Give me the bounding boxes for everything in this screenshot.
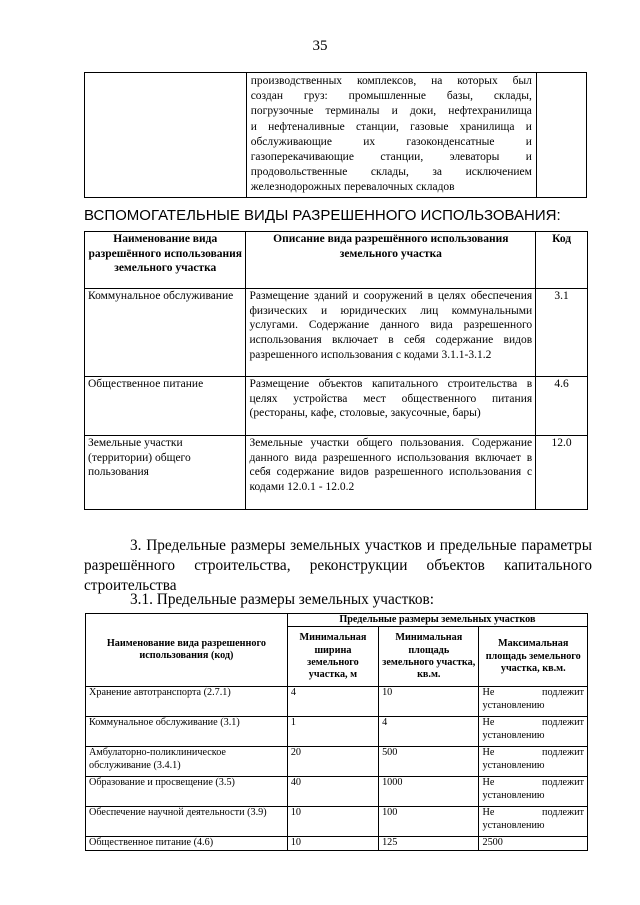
row-min-area: 4 (379, 717, 479, 747)
row-min-width: 40 (287, 777, 378, 807)
row-min-area: 10 (379, 687, 479, 717)
row-min-area: 100 (379, 807, 479, 837)
row-min-width: 4 (287, 687, 378, 717)
table-row (85, 436, 588, 510)
table-row (86, 717, 588, 747)
text-line: создан груз: промышленные базы, склады, (250, 90, 532, 103)
table-row (86, 747, 588, 777)
section-3-paragraph (84, 536, 592, 596)
text-line: железнодорожных перевалочных складов (250, 181, 455, 194)
row-name: Хранение автотранспорта (2.7.1) (86, 687, 288, 717)
row-max-area: Не подлежит установлению (479, 807, 588, 837)
row-min-width: 10 (287, 837, 378, 850)
row-name: Образование и просвещение (3.5) (86, 777, 288, 807)
continuation-table (84, 72, 587, 198)
row-max-area: 2500 (479, 837, 588, 850)
row-name: Общественное питание (4.6) (86, 837, 288, 850)
header-description: Описание вида разрешённого использования земельного участка (246, 232, 536, 289)
page-number: 35 (312, 38, 328, 54)
empty-cell (536, 73, 586, 198)
table-row (86, 807, 588, 837)
row-min-width: 1 (287, 717, 378, 747)
row-code: 4.6 (536, 377, 588, 436)
row-description: Размещение зданий и сооружений в целях обеспечения физических и юридических лиц коммунальными услугами. Содержание данного вида разрешенного использования включает в себя содержание видов разрешенного использования с кодами 3.1.1-3.1.2 (246, 289, 536, 377)
text-line: и нефтеналивные станции, газовые хранилища и (250, 120, 532, 133)
section-3-text: 3. Предельные размеры земельных участков и предельные параметры разрешённого строительства, реконструкции объектов капитального строительства (84, 537, 592, 594)
row-max-area: Не подлежит установлению (479, 717, 588, 747)
empty-cell (85, 73, 247, 198)
text-line: производственных комплексов, на которых был (250, 75, 532, 87)
aux-uses-table (84, 231, 588, 510)
row-max-area: Не подлежит установлению (479, 747, 588, 777)
header-use-name: Наименование вида разрешенного использования (код) (86, 614, 288, 687)
row-name: Земельные участки (территории) общего пользования (85, 436, 246, 510)
row-min-area: 1000 (379, 777, 479, 807)
row-name: Общественное питание (85, 377, 246, 436)
section-3-1-heading: 3.1. Предельные размеры земельных участков: (130, 591, 435, 608)
header-min-area: Минимальная площадь земельного участка, кв.м. (379, 627, 479, 687)
table-row (86, 777, 588, 807)
text-line: погрузочные терминалы и доки, нефтехранилища (250, 105, 532, 118)
limits-table (85, 613, 588, 851)
table-row (85, 289, 588, 377)
row-min-area: 500 (379, 747, 479, 777)
header-code: Код (536, 232, 588, 289)
row-max-area: Не подлежит установлению (479, 687, 588, 717)
row-min-width: 20 (287, 747, 378, 777)
row-description: Размещение объектов капитального строительства в целях устройства мест общественного питания (рестораны, кафе, столовые, закусочные, бары) (246, 377, 536, 436)
aux-uses-heading: ВСПОМОГАТЕЛЬНЫЕ ВИДЫ РАЗРЕШЕННОГО ИСПОЛЬЗОВАНИЯ: (84, 207, 561, 224)
description-cell (246, 73, 536, 198)
row-min-width: 10 (287, 807, 378, 837)
table-row (86, 687, 588, 717)
header-max-area: Максимальная площадь земельного участка, кв.м. (479, 627, 588, 687)
header-name: Наименование вида разрешённого использования земельного участка (85, 232, 246, 289)
text-line: продовольственные склады, за исключением (250, 166, 532, 179)
row-code: 12.0 (536, 436, 588, 510)
text-line: газоперекачивающие станции, элеваторы и (250, 151, 532, 164)
row-name: Амбулаторно-поликлиническое обслуживание (3.4.1) (86, 747, 288, 777)
row-name: Коммунальное обслуживание (3.1) (86, 717, 288, 747)
row-description: Земельные участки общего пользования. Содержание данного вида разрешенного использования включает в себя содержание видов разрешенного использования с кодами 12.0.1 - 12.0.2 (246, 436, 536, 510)
table-row (86, 837, 588, 850)
text-line: обслуживающие их газоконденсатные и (250, 135, 532, 148)
header-min-width: Минимальная ширина земельного участка, м (287, 627, 378, 687)
row-max-area: Не подлежит установлению (479, 777, 588, 807)
table-row (85, 377, 588, 436)
row-min-area: 125 (379, 837, 479, 850)
row-name: Обеспечение научной деятельности (3.9) (86, 807, 288, 837)
row-code: 3.1 (536, 289, 588, 377)
header-group: Предельные размеры земельных участков (287, 614, 587, 627)
row-name: Коммунальное обслуживание (85, 289, 246, 377)
